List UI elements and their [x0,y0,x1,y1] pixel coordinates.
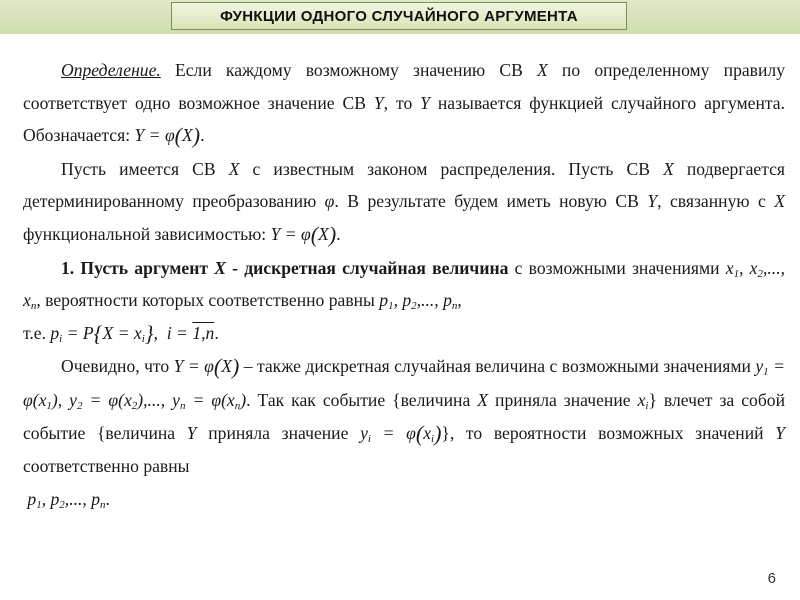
formula-pi-definition: $p_i = P\{X = x_i\}$, i = 1,n [50,320,215,346]
formula-yi-phi-xi: $y_i = \varphi(x_i)$ [360,420,442,446]
transform-paragraph: Пусть имеется СВ X с известным законом распределения. Пусть СВ X подвергается детерминированному преобразованию φ. В результате будем иметь новую СВ Y, связанную с X функциональной зависимостью: Y = φ(X). [23,158,785,247]
slide-title: ФУНКЦИИ ОДНОГО СЛУЧАЙНОГО АРГУМЕНТА [171,2,627,30]
discrete-case-paragraph: 1. Пусть аргумент X - дискретная случайная величина с возможными значениями $x_1$, $x_2$,..., $x_n$, вероятности которых соответственно равны $p_1$, $p_2$,..., $p_n$, т.е. $p_i = P\{X = x_i\}$, i = 1,n. [23,257,785,346]
page-number: 6 [767,570,776,587]
formula-x-values: $x_1$, $x_2$,..., $x_n$ [23,257,785,313]
formula-y-phi-x: Y = φ(X) [134,123,201,149]
formula-y-phi-x-3: Y = φ(X) [173,354,240,380]
formula-y-phi-x-2: Y = φ(X) [270,221,337,247]
slide-content [23,54,785,515]
formula-y-values: $y_1 = \varphi(x_1)$, $y_2 = \varphi(x_2)$,..., $y_n = \varphi(x_n)$ [23,356,785,412]
definition-paragraph: Определение. Если каждому возможному значению СВ X по определенному правилу соответствует одно возможное значение СВ Y, то Y называется функцией случайного аргумента. Обозначается: Y = φ(X). [23,60,786,149]
formula-p-values: $p_1$, $p_2$,..., $p_n$ [379,290,458,313]
formula-p-values-2: $p_1$, $p_2$,..., $p_n$ [27,488,106,511]
definition-label: Определение. [61,60,161,80]
conclusion-paragraph: Очевидно, что Y = φ(X) – также дискретная случайная величина с возможными значениями $y_1 = \varphi(x_1)$, $y_2 = \varphi(x_2)$,..., $y_n = \varphi(x_n)$. Так как событие {величина X приняла значение $x_i$} влечет за собой событие {величина Y приняла значение $y_i = \varphi(x_i)$}, то вероятности возможных значений Y соответственно равны $p_1$, $p_2$,..., $p_n$. [23,354,786,511]
